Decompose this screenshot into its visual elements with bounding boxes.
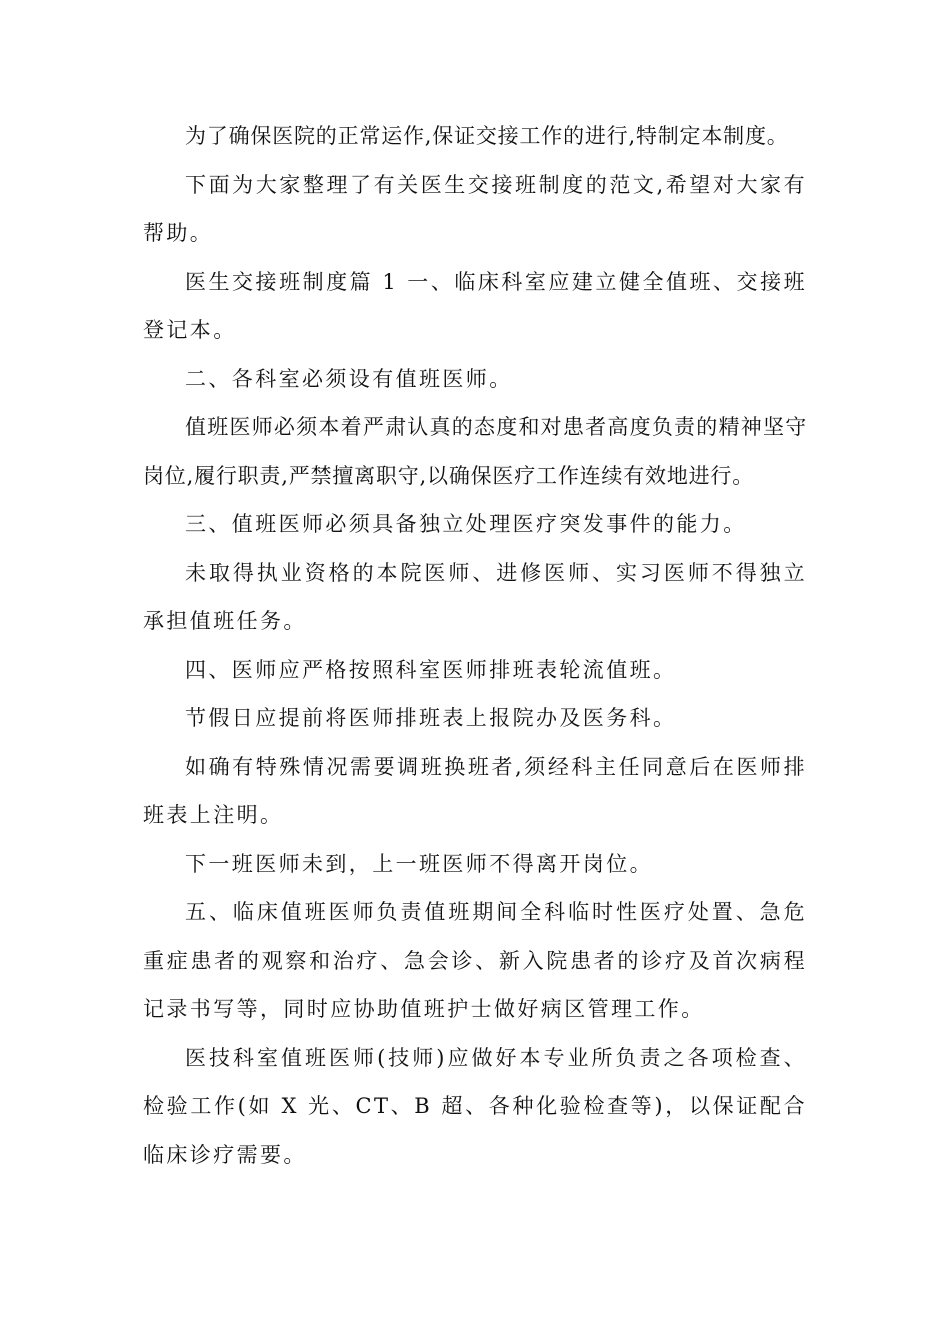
paragraph-2: 下面为大家整理了有关医生交接班制度的范文,希望对大家有帮助。 bbox=[143, 172, 807, 245]
paragraph-5: 值班医师必须本着严肃认真的态度和对患者高度负责的精神坚守岗位,履行职责,严禁擅离职守,以确保医疗工作连续有效地进行。 bbox=[143, 415, 807, 488]
paragraph-7: 未取得执业资格的本院医师、进修医师、实习医师不得独立承担值班任务。 bbox=[143, 560, 807, 633]
document-page bbox=[143, 112, 807, 1179]
paragraph-8: 四、医师应严格按照科室医师排班表轮流值班。 bbox=[185, 657, 677, 682]
paragraph-9: 节假日应提前将医师排班表上报院办及医务科。 bbox=[185, 706, 677, 730]
paragraph-4: 二、各科室必须设有值班医师。 bbox=[185, 366, 513, 391]
paragraph-3: 医生交接班制度篇 1 一、临床科室应建立健全值班、交接班登记本。 bbox=[143, 269, 807, 342]
paragraph-12: 五、临床值班医师负责值班期间全科临时性医疗处置、急危重症患者的观察和治疗、急会诊、新入院患者的诊疗及首次病程记录书写等，同时应协助值班护士做好病区管理工作。 bbox=[143, 900, 807, 1021]
paragraph-11: 下一班医师未到，上一班医师不得离开岗位。 bbox=[185, 851, 653, 876]
paragraph-1: 为了确保医院的正常运作,保证交接工作的进行,特制定本制度。 bbox=[185, 124, 789, 148]
paragraph-10: 如确有特殊情况需要调班换班者,须经科主任同意后在医师排班表上注明。 bbox=[143, 754, 807, 827]
paragraph-13: 医技科室值班医师(技师)应做好本专业所负责之各项检查、检验工作(如 X 光、CT、B 超、各种化验检查等)，以保证配合临床诊疗需要。 bbox=[143, 1045, 807, 1167]
paragraph-6: 三、值班医师必须具备独立处理医疗突发事件的能力。 bbox=[185, 512, 747, 536]
